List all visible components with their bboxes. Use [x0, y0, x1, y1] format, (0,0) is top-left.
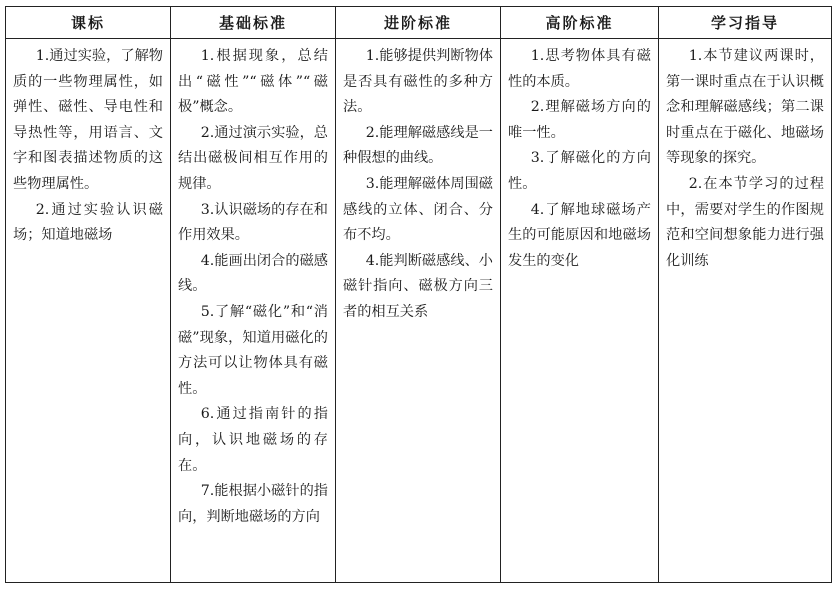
basic-item: 6.通过指南针的指向，认识地磁场的存在。: [178, 406, 328, 474]
curriculum-item: 1.通过实验，了解物质的一些物理属性，如弹性、磁性、导电性和导热性等，用语言、文字和图表描述物质的这些物理属性。: [13, 48, 163, 192]
advanced-item: 1.能够提供判断物体是否具有磁性的多种方法。: [343, 48, 493, 116]
cell-basic-standard: [171, 39, 336, 583]
header-high-standard: 高阶标准: [501, 7, 659, 39]
guide-item: 2.在本节学习的过程中，需要对学生的作图规范和空间想象能力进行强化训练: [666, 175, 824, 269]
cell-advanced-standard: [336, 39, 501, 583]
guide-item: 1.本节建议两课时，第一课时重点在于认识概念和理解磁感线；第二课时重点在于磁化、地磁场等现象的探究。: [666, 48, 824, 167]
high-item: 1.思考物体具有磁性的本质。: [508, 48, 651, 90]
basic-item: 1.根据现象，总结出“磁性”“磁体”“磁极”概念。: [178, 48, 328, 116]
header-curriculum: 课标: [6, 7, 171, 39]
high-item: 2.理解磁场方向的唯一性。: [508, 99, 651, 141]
basic-item: 4.能画出闭合的磁感线。: [178, 252, 328, 295]
header-advanced-standard: 进阶标准: [336, 7, 501, 39]
advanced-item: 4.能判断磁感线、小磁针指向、磁极方向三者的相互关系: [343, 252, 493, 320]
content-row: [6, 39, 832, 583]
high-item: 3.了解磁化的方向性。: [508, 150, 651, 192]
header-row: [6, 7, 832, 39]
curriculum-item: 2.通过实验认识磁场；知道地磁场: [13, 201, 163, 244]
advanced-item: 2.能理解磁感线是一种假想的曲线。: [343, 124, 493, 167]
cell-curriculum: [6, 39, 171, 583]
header-basic-standard: 基础标准: [171, 7, 336, 39]
basic-item: 2.通过演示实验，总结出磁极间相互作用的规律。: [178, 124, 328, 192]
high-item: 4.了解地球磁场产生的可能原因和地磁场发生的变化: [508, 201, 651, 269]
basic-item: 7.能根据小磁针的指向，判断地磁场的方向: [178, 483, 328, 525]
basic-item: 5.了解“磁化”和“消磁”现象，知道用磁化的方法可以让物体具有磁性。: [178, 303, 328, 397]
basic-item: 3.认识磁场的存在和作用效果。: [178, 201, 328, 244]
cell-high-standard: [501, 39, 659, 583]
header-learning-guide: 学习指导: [659, 7, 832, 39]
standards-table: [5, 6, 832, 583]
cell-learning-guide: [659, 39, 832, 583]
advanced-item: 3.能理解磁体周围磁感线的立体、闭合、分布不均。: [343, 175, 493, 244]
